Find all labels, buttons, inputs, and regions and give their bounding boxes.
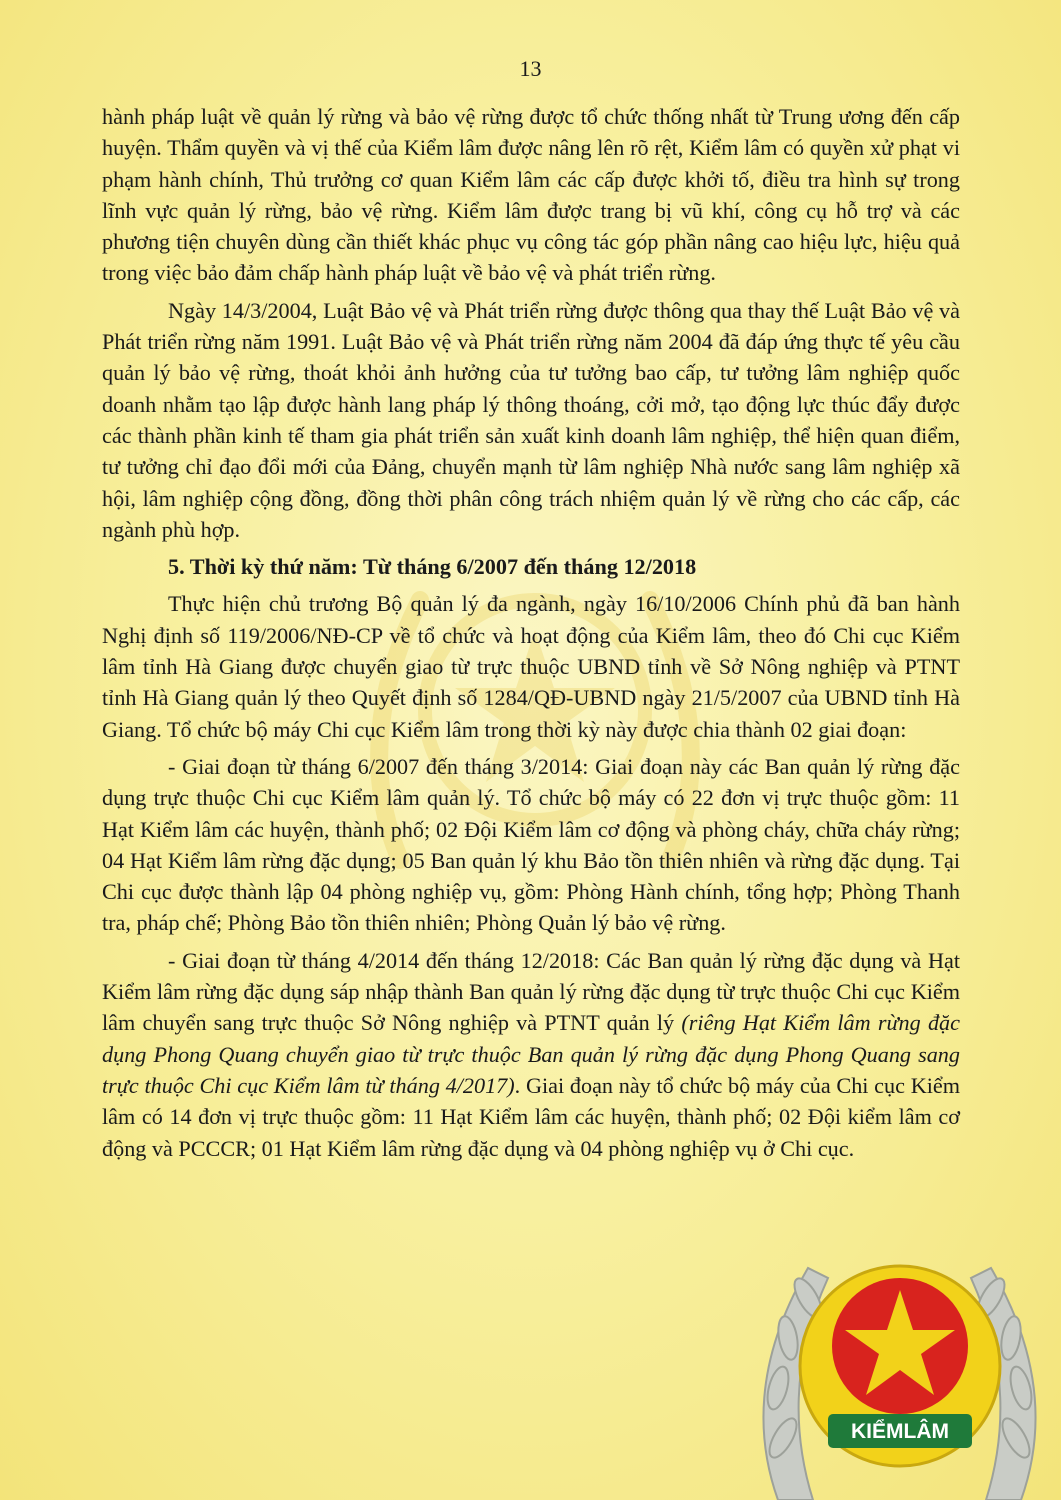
paragraph-1: hành pháp luật về quản lý rừng và bảo vệ rừng được tổ chức thống nhất từ Trung ương đến cấp huyện. Thẩm quyền và vị thế của Kiểm lâm được nâng lên rõ rệt, Kiểm lâm có quyền xử phạt vi phạm hành chính, Thủ trưởng cơ quan Kiểm lâm các cấp được khởi tố, điều tra hình sự trong lĩnh vực quản lý rừng, bảo vệ rừng. Kiểm lâm được trang bị vũ khí, công cụ hỗ trợ và các phương tiện chuyên dùng cần thiết khác phục vụ công tác góp phần nâng cao hiệu lực, hiệu quả trong việc bảo đảm chấp hành pháp luật về bảo vệ và phát triển rừng. — [102, 104, 960, 286]
page-number: 13 — [519, 56, 542, 81]
paragraph-5 — [102, 945, 960, 1164]
document-body — [102, 101, 960, 1170]
paragraph-5-start: - Giai đoạn từ tháng 4/2014 đến tháng 12/2018: Các Ban quản lý rừng đặc dụng và Hạt Kiểm lâm rừng đặc dụng sáp nhập thành Ban quản lý rừng đặc dụng từ trực thuộc Chi cục Kiểm lâm chuyển sang trực thuộc Sở Nông nghiệp và PTNT quản lý — [102, 947, 960, 1036]
paragraph-5-end: . Giai đoạn này tổ chức bộ máy của Chi cục Kiểm lâm có 14 đơn vị trực thuộc gồm: 11 Hạt Kiểm lâm các huyện, thành phố; 02 Đội kiểm lâm cơ động và PCCCR; 01 Hạt Kiểm lâm rừng đặc dụng và 04 phòng nghiệp vụ ở Chi cục. — [102, 1072, 960, 1161]
section-heading: 5. Thời kỳ thứ năm: Từ tháng 6/2007 đến tháng 12/2018 — [168, 554, 697, 580]
kiem-lam-emblem-icon — [738, 1238, 1061, 1500]
paragraph-5-italic-note: (riêng Hạt Kiểm lâm rừng đặc dụng Phong Quang chuyển giao từ trực thuộc Ban quản lý rừng đặc dụng Phong Quang sang trực thuộc Chi cục Kiểm lâm từ tháng 4/2017) — [102, 1010, 960, 1098]
paragraph-3: Thực hiện chủ trương Bộ quản lý đa ngành, ngày 16/10/2006 Chính phủ đã ban hành Nghị định số 119/2006/NĐ-CP về tổ chức và hoạt động của Kiểm lâm, theo đó Chi cục Kiểm lâm tỉnh Hà Giang được chuyển giao từ trực thuộc UBND tỉnh về Sở Nông nghiệp và PTNT tỉnh Hà Giang quản lý theo Quyết định số 1284/QĐ-UBND ngày 21/5/2007 của UBND tỉnh Hà Giang. Tổ chức bộ máy Chi cục Kiểm lâm trong thời kỳ này được chia thành 02 giai đoạn: — [102, 591, 960, 742]
emblem-text: KIỂMLÂM — [851, 1420, 949, 1443]
paragraph-2: Ngày 14/3/2004, Luật Bảo vệ và Phát triển rừng được thông qua thay thế Luật Bảo vệ và Phát triển rừng năm 1991. Luật Bảo vệ và Phát triển rừng năm 2004 đã đáp ứng thực tế yêu cầu quản lý bảo vệ rừng, thoát khỏi ảnh hưởng của tư tưởng bao cấp, tư tưởng lâm nghiệp quốc doanh nhằm tạo lập được hành lang pháp lý thông thoáng, cởi mở, tạo động lực thúc đẩy được các thành phần kinh tế tham gia phát triển sản xuất kinh doanh lâm nghiệp, thể hiện quan điểm, tư tưởng chỉ đạo đổi mới của Đảng, chuyển mạnh từ lâm nghiệp Nhà nước sang lâm nghiệp xã hội, lâm nghiệp cộng đồng, đồng thời phân công trách nhiệm quản lý về rừng cho các cấp, các ngành phù hợp. — [102, 297, 960, 542]
paragraph-4: - Giai đoạn từ tháng 6/2007 đến tháng 3/2014: Giai đoạn này các Ban quản lý rừng đặc dụng trực thuộc Chi cục Kiểm lâm quản lý. Tổ chức bộ máy có 22 đơn vị trực thuộc gồm: 11 Hạt Kiểm lâm các huyện, thành phố; 02 Đội Kiểm lâm cơ động và phòng cháy, chữa cháy rừng; 04 Hạt Kiểm lâm rừng đặc dụng; 05 Ban quản lý khu Bảo tồn thiên nhiên và rừng đặc dụng. Tại Chi cục được thành lập 04 phòng nghiệp vụ, gồm: Phòng Hành chính, tổng hợp; Phòng Thanh tra, pháp chế; Phòng Bảo tồn thiên nhiên; Phòng Quản lý bảo vệ rừng. — [102, 753, 960, 936]
